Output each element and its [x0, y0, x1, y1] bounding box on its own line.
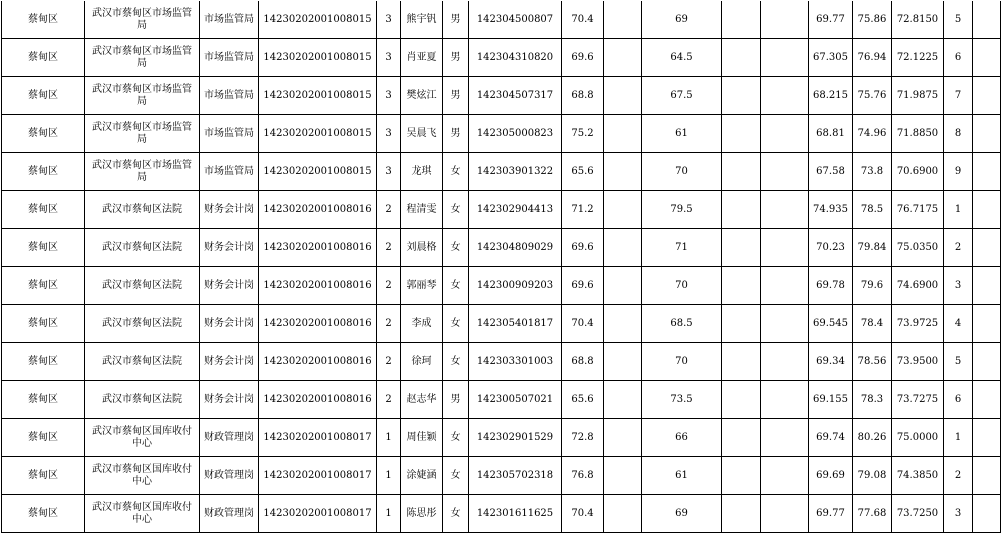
written-total-cell: 67.305: [809, 39, 853, 77]
gender-cell: 男: [443, 39, 469, 77]
written-total-cell: 68.81: [809, 115, 853, 153]
subject-score-cell: 64.5: [642, 39, 722, 77]
empty-cell: [722, 191, 761, 229]
interview-score-cell: 80.26: [853, 419, 892, 457]
table-row: [2, 305, 1001, 343]
district-cell: 蔡甸区: [2, 457, 85, 495]
district-cell: 蔡甸区: [2, 1, 85, 39]
position-cell: 财务会计岗: [200, 191, 259, 229]
ticket-number-cell: 142304809029: [469, 229, 562, 267]
subject-score-cell: 61: [642, 457, 722, 495]
written-total-cell: 67.58: [809, 153, 853, 191]
interview-score-cell: 74.96: [853, 115, 892, 153]
gender-cell: 男: [443, 381, 469, 419]
written-total-cell: 68.215: [809, 77, 853, 115]
ticket-number-cell: 142300507021: [469, 381, 562, 419]
written-total-cell: 69.155: [809, 381, 853, 419]
district-cell: 蔡甸区: [2, 305, 85, 343]
empty-cell: [722, 457, 761, 495]
written-score-cell: 70.4: [562, 1, 604, 39]
position-cell: 财政管理岗: [200, 419, 259, 457]
empty-cell: [722, 343, 761, 381]
interview-score-cell: 78.5: [853, 191, 892, 229]
candidate-name-cell: 熊宇钒: [401, 1, 443, 39]
table-row: [2, 457, 1001, 495]
rank-cell: 6: [944, 39, 973, 77]
position-cell: 财务会计岗: [200, 305, 259, 343]
quota-cell: 2: [377, 267, 401, 305]
district-cell: 蔡甸区: [2, 77, 85, 115]
final-score-cell: 76.7175: [892, 191, 944, 229]
interview-score-cell: 78.56: [853, 343, 892, 381]
subject-score-cell: 69: [642, 495, 722, 533]
empty-cell: [761, 1, 809, 39]
position-code-cell: 14230202001008017: [259, 495, 377, 533]
rank-cell: 3: [944, 267, 973, 305]
ticket-number-cell: 142305401817: [469, 305, 562, 343]
gender-cell: 女: [443, 229, 469, 267]
subject-score-cell: 68.5: [642, 305, 722, 343]
table-row: [2, 495, 1001, 533]
quota-cell: 1: [377, 495, 401, 533]
candidate-name-cell: 周佳颖: [401, 419, 443, 457]
empty-cell: [604, 229, 642, 267]
rank-cell: 5: [944, 343, 973, 381]
subject-score-cell: 73.5: [642, 381, 722, 419]
written-total-cell: 69.77: [809, 1, 853, 39]
empty-cell: [722, 153, 761, 191]
gender-cell: 女: [443, 457, 469, 495]
district-cell: 蔡甸区: [2, 343, 85, 381]
empty-cell: [761, 267, 809, 305]
empty-cell: [604, 381, 642, 419]
candidate-name-cell: 龙琪: [401, 153, 443, 191]
rank-cell: 2: [944, 229, 973, 267]
final-score-cell: 72.8150: [892, 1, 944, 39]
empty-cell: [604, 267, 642, 305]
table-row: [2, 115, 1001, 153]
position-code-cell: 14230202001008016: [259, 343, 377, 381]
candidate-name-cell: 程清雯: [401, 191, 443, 229]
empty-cell: [761, 77, 809, 115]
final-score-cell: 70.6900: [892, 153, 944, 191]
interview-score-cell: 73.8: [853, 153, 892, 191]
district-cell: 蔡甸区: [2, 267, 85, 305]
empty-cell: [761, 419, 809, 457]
position-code-cell: 14230202001008015: [259, 1, 377, 39]
results-table: [1, 1, 1001, 533]
written-total-cell: 69.545: [809, 305, 853, 343]
gender-cell: 女: [443, 495, 469, 533]
empty-cell: [973, 191, 1001, 229]
unit-cell: 武汉市蔡甸区法院: [85, 229, 200, 267]
ticket-number-cell: 142304310820: [469, 39, 562, 77]
unit-cell: 武汉市蔡甸区市场监管局: [85, 153, 200, 191]
candidate-name-cell: 郭丽琴: [401, 267, 443, 305]
empty-cell: [604, 419, 642, 457]
empty-cell: [604, 191, 642, 229]
gender-cell: 男: [443, 1, 469, 39]
unit-cell: 武汉市蔡甸区法院: [85, 191, 200, 229]
table-row: [2, 381, 1001, 419]
candidate-name-cell: 樊炫江: [401, 77, 443, 115]
unit-cell: 武汉市蔡甸区市场监管局: [85, 115, 200, 153]
written-score-cell: 70.4: [562, 495, 604, 533]
quota-cell: 2: [377, 305, 401, 343]
empty-cell: [604, 1, 642, 39]
candidate-name-cell: 陈思彤: [401, 495, 443, 533]
empty-cell: [761, 305, 809, 343]
empty-cell: [973, 267, 1001, 305]
table-row: [2, 419, 1001, 457]
written-score-cell: 68.8: [562, 343, 604, 381]
final-score-cell: 71.8850: [892, 115, 944, 153]
unit-cell: 武汉市蔡甸区法院: [85, 305, 200, 343]
subject-score-cell: 70: [642, 343, 722, 381]
empty-cell: [761, 381, 809, 419]
quota-cell: 1: [377, 457, 401, 495]
rank-cell: 2: [944, 457, 973, 495]
gender-cell: 男: [443, 77, 469, 115]
table-row: [2, 77, 1001, 115]
candidate-name-cell: 肖亚夏: [401, 39, 443, 77]
district-cell: 蔡甸区: [2, 39, 85, 77]
table-row: [2, 191, 1001, 229]
final-score-cell: 74.6900: [892, 267, 944, 305]
written-total-cell: 74.935: [809, 191, 853, 229]
subject-score-cell: 61: [642, 115, 722, 153]
position-cell: 市场监管局: [200, 39, 259, 77]
ticket-number-cell: 142304500807: [469, 1, 562, 39]
empty-cell: [722, 495, 761, 533]
empty-cell: [722, 77, 761, 115]
quota-cell: 2: [377, 191, 401, 229]
position-code-cell: 14230202001008016: [259, 305, 377, 343]
empty-cell: [604, 39, 642, 77]
quota-cell: 2: [377, 381, 401, 419]
written-score-cell: 69.6: [562, 229, 604, 267]
unit-cell: 武汉市蔡甸区市场监管局: [85, 1, 200, 39]
ticket-number-cell: 142303901322: [469, 153, 562, 191]
empty-cell: [973, 343, 1001, 381]
empty-cell: [761, 191, 809, 229]
gender-cell: 女: [443, 191, 469, 229]
quota-cell: 3: [377, 153, 401, 191]
candidate-name-cell: 赵志华: [401, 381, 443, 419]
district-cell: 蔡甸区: [2, 381, 85, 419]
written-total-cell: 69.78: [809, 267, 853, 305]
empty-cell: [973, 229, 1001, 267]
unit-cell: 武汉市蔡甸区国库收付中心: [85, 495, 200, 533]
candidate-name-cell: 徐珂: [401, 343, 443, 381]
interview-score-cell: 75.76: [853, 77, 892, 115]
rank-cell: 8: [944, 115, 973, 153]
rank-cell: 4: [944, 305, 973, 343]
subject-score-cell: 69: [642, 1, 722, 39]
empty-cell: [761, 457, 809, 495]
rank-cell: 3: [944, 495, 973, 533]
empty-cell: [761, 495, 809, 533]
final-score-cell: 73.9725: [892, 305, 944, 343]
written-total-cell: 69.34: [809, 343, 853, 381]
ticket-number-cell: 142302904413: [469, 191, 562, 229]
gender-cell: 女: [443, 153, 469, 191]
unit-cell: 武汉市蔡甸区市场监管局: [85, 39, 200, 77]
quota-cell: 3: [377, 77, 401, 115]
final-score-cell: 73.7275: [892, 381, 944, 419]
table-row: [2, 39, 1001, 77]
unit-cell: 武汉市蔡甸区法院: [85, 381, 200, 419]
final-score-cell: 72.1225: [892, 39, 944, 77]
final-score-cell: 75.0000: [892, 419, 944, 457]
empty-cell: [761, 343, 809, 381]
empty-cell: [973, 77, 1001, 115]
final-score-cell: 74.3850: [892, 457, 944, 495]
position-code-cell: 14230202001008015: [259, 153, 377, 191]
rank-cell: 7: [944, 77, 973, 115]
position-cell: 财务会计岗: [200, 267, 259, 305]
empty-cell: [722, 419, 761, 457]
district-cell: 蔡甸区: [2, 229, 85, 267]
empty-cell: [973, 381, 1001, 419]
subject-score-cell: 67.5: [642, 77, 722, 115]
position-code-cell: 14230202001008016: [259, 229, 377, 267]
rank-cell: 1: [944, 419, 973, 457]
quota-cell: 3: [377, 39, 401, 77]
written-total-cell: 70.23: [809, 229, 853, 267]
empty-cell: [973, 457, 1001, 495]
candidate-name-cell: 涂婕涵: [401, 457, 443, 495]
gender-cell: 女: [443, 343, 469, 381]
position-cell: 财务会计岗: [200, 381, 259, 419]
written-score-cell: 68.8: [562, 77, 604, 115]
empty-cell: [604, 77, 642, 115]
unit-cell: 武汉市蔡甸区法院: [85, 343, 200, 381]
gender-cell: 女: [443, 267, 469, 305]
ticket-number-cell: 142302901529: [469, 419, 562, 457]
final-score-cell: 73.7250: [892, 495, 944, 533]
unit-cell: 武汉市蔡甸区国库收付中心: [85, 457, 200, 495]
final-score-cell: 71.9875: [892, 77, 944, 115]
district-cell: 蔡甸区: [2, 115, 85, 153]
quota-cell: 3: [377, 115, 401, 153]
unit-cell: 武汉市蔡甸区市场监管局: [85, 77, 200, 115]
interview-score-cell: 75.86: [853, 1, 892, 39]
empty-cell: [973, 115, 1001, 153]
rank-cell: 1: [944, 191, 973, 229]
table-row: [2, 343, 1001, 381]
position-cell: 财政管理岗: [200, 495, 259, 533]
ticket-number-cell: 142303301003: [469, 343, 562, 381]
position-code-cell: 14230202001008017: [259, 457, 377, 495]
empty-cell: [973, 495, 1001, 533]
written-score-cell: 70.4: [562, 305, 604, 343]
written-total-cell: 69.74: [809, 419, 853, 457]
written-score-cell: 76.8: [562, 457, 604, 495]
table-row: [2, 229, 1001, 267]
empty-cell: [722, 1, 761, 39]
position-code-cell: 14230202001008016: [259, 267, 377, 305]
empty-cell: [722, 115, 761, 153]
empty-cell: [722, 305, 761, 343]
rank-cell: 6: [944, 381, 973, 419]
written-score-cell: 69.6: [562, 267, 604, 305]
final-score-cell: 73.9500: [892, 343, 944, 381]
ticket-number-cell: 142305000823: [469, 115, 562, 153]
unit-cell: 武汉市蔡甸区国库收付中心: [85, 419, 200, 457]
empty-cell: [604, 457, 642, 495]
ticket-number-cell: 142300909203: [469, 267, 562, 305]
table-row: [2, 267, 1001, 305]
position-cell: 市场监管局: [200, 77, 259, 115]
empty-cell: [722, 39, 761, 77]
district-cell: 蔡甸区: [2, 153, 85, 191]
ticket-number-cell: 142305702318: [469, 457, 562, 495]
position-code-cell: 14230202001008016: [259, 191, 377, 229]
ticket-number-cell: 142301611625: [469, 495, 562, 533]
written-score-cell: 65.6: [562, 153, 604, 191]
position-cell: 财务会计岗: [200, 229, 259, 267]
subject-score-cell: 70: [642, 267, 722, 305]
candidate-name-cell: 吴晨飞: [401, 115, 443, 153]
interview-score-cell: 79.84: [853, 229, 892, 267]
table-row: [2, 153, 1001, 191]
empty-cell: [761, 153, 809, 191]
position-cell: 财政管理岗: [200, 457, 259, 495]
quota-cell: 2: [377, 229, 401, 267]
written-total-cell: 69.69: [809, 457, 853, 495]
position-cell: 市场监管局: [200, 153, 259, 191]
empty-cell: [722, 381, 761, 419]
empty-cell: [761, 115, 809, 153]
table-row: [2, 1, 1001, 39]
subject-score-cell: 66: [642, 419, 722, 457]
gender-cell: 女: [443, 305, 469, 343]
position-cell: 财务会计岗: [200, 343, 259, 381]
position-code-cell: 14230202001008017: [259, 419, 377, 457]
empty-cell: [973, 39, 1001, 77]
interview-score-cell: 78.4: [853, 305, 892, 343]
interview-score-cell: 79.6: [853, 267, 892, 305]
ticket-number-cell: 142304507317: [469, 77, 562, 115]
quota-cell: 3: [377, 1, 401, 39]
interview-score-cell: 76.94: [853, 39, 892, 77]
empty-cell: [722, 229, 761, 267]
written-score-cell: 72.8: [562, 419, 604, 457]
rank-cell: 9: [944, 153, 973, 191]
candidate-name-cell: 李成: [401, 305, 443, 343]
district-cell: 蔡甸区: [2, 191, 85, 229]
position-code-cell: 14230202001008016: [259, 381, 377, 419]
empty-cell: [604, 495, 642, 533]
final-score-cell: 75.0350: [892, 229, 944, 267]
empty-cell: [761, 229, 809, 267]
position-code-cell: 14230202001008015: [259, 39, 377, 77]
empty-cell: [722, 267, 761, 305]
empty-cell: [973, 153, 1001, 191]
position-code-cell: 14230202001008015: [259, 77, 377, 115]
position-cell: 市场监管局: [200, 1, 259, 39]
interview-score-cell: 79.08: [853, 457, 892, 495]
district-cell: 蔡甸区: [2, 495, 85, 533]
written-total-cell: 69.77: [809, 495, 853, 533]
empty-cell: [973, 419, 1001, 457]
interview-score-cell: 77.68: [853, 495, 892, 533]
gender-cell: 女: [443, 419, 469, 457]
written-score-cell: 65.6: [562, 381, 604, 419]
subject-score-cell: 79.5: [642, 191, 722, 229]
unit-cell: 武汉市蔡甸区法院: [85, 267, 200, 305]
district-cell: 蔡甸区: [2, 419, 85, 457]
empty-cell: [604, 343, 642, 381]
interview-score-cell: 78.3: [853, 381, 892, 419]
subject-score-cell: 70: [642, 153, 722, 191]
empty-cell: [973, 1, 1001, 39]
empty-cell: [604, 153, 642, 191]
position-code-cell: 14230202001008015: [259, 115, 377, 153]
written-score-cell: 71.2: [562, 191, 604, 229]
written-score-cell: 69.6: [562, 39, 604, 77]
empty-cell: [604, 115, 642, 153]
written-score-cell: 75.2: [562, 115, 604, 153]
empty-cell: [973, 305, 1001, 343]
quota-cell: 2: [377, 343, 401, 381]
position-cell: 市场监管局: [200, 115, 259, 153]
candidate-name-cell: 刘晨格: [401, 229, 443, 267]
empty-cell: [761, 39, 809, 77]
subject-score-cell: 71: [642, 229, 722, 267]
empty-cell: [604, 305, 642, 343]
quota-cell: 1: [377, 419, 401, 457]
gender-cell: 男: [443, 115, 469, 153]
rank-cell: 5: [944, 1, 973, 39]
